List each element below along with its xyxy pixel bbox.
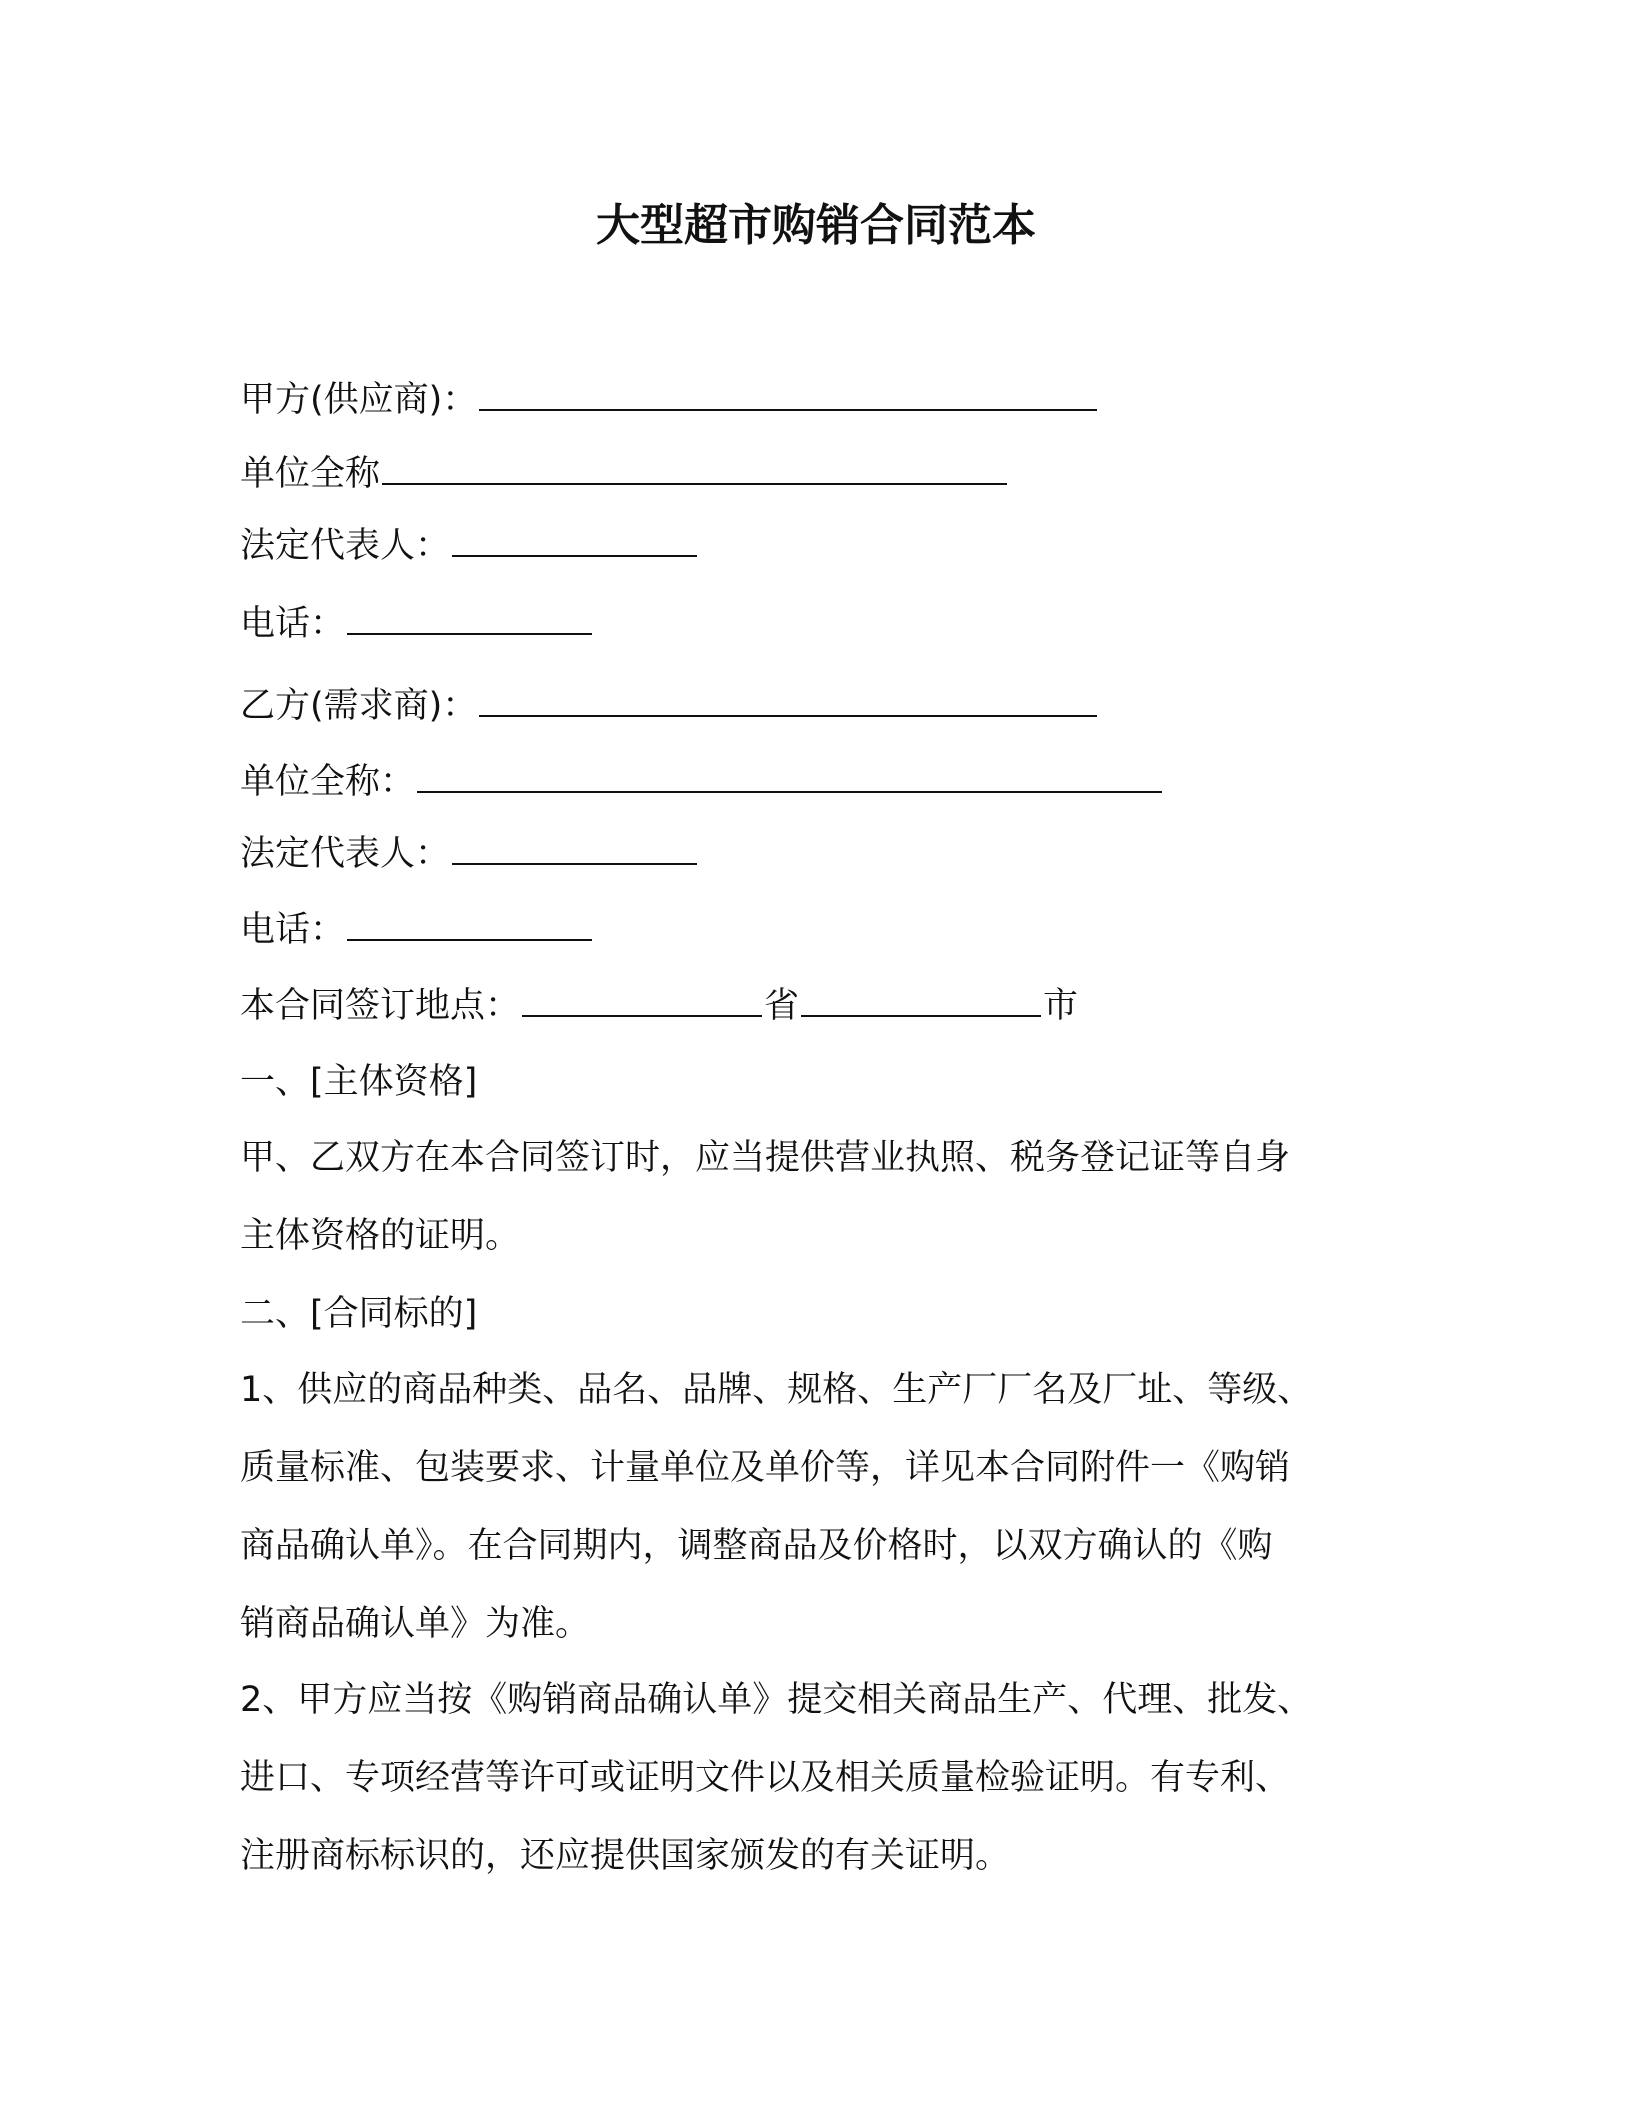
section-1-text-line: 主体资格的证明。: [240, 1216, 521, 1256]
party-a-blank[interactable]: [479, 379, 1097, 411]
party-a-phone-label: 电话：: [240, 604, 346, 644]
party-a-phone-line: [240, 600, 594, 648]
party-b-line: [240, 682, 1099, 730]
party-a-phone-blank[interactable]: [347, 603, 592, 635]
party-a-legal-rep-blank[interactable]: [452, 525, 697, 557]
section-2-p2-line: 进口、专项经营等许可或证明文件以及相关质量检验证明。有专利、: [240, 1758, 1291, 1798]
section-2-p1-line: 1、供应的商品种类、品名、品牌、规格、生产厂厂名及厂址、等级、: [240, 1370, 1313, 1410]
signing-province-label: 省: [764, 986, 800, 1026]
party-b-legal-rep-label: 法定代表人：: [240, 834, 451, 874]
party-a-legal-rep-label: 法定代表人：: [240, 526, 451, 566]
document-title: 大型超市购销合同范本: [596, 200, 1036, 251]
party-a-unit-line: [240, 450, 1009, 498]
party-b-phone-blank[interactable]: [347, 909, 592, 941]
section-2-p2-line: 2、甲方应当按《购销商品确认单》提交相关商品生产、代理、批发、: [240, 1680, 1313, 1720]
party-b-phone-label: 电话：: [240, 910, 346, 950]
party-a-unit-label: 单位全称: [240, 454, 381, 494]
party-a-unit-blank[interactable]: [382, 453, 1007, 485]
section-2-p1-line: 质量标准、包装要求、计量单位及单价等，详见本合同附件一《购销: [240, 1448, 1291, 1488]
party-b-unit-label: 单位全称：: [240, 762, 416, 802]
signing-city-blank[interactable]: [801, 985, 1041, 1017]
party-b-label: 乙方(需求商)：: [240, 686, 478, 726]
party-a-label: 甲方(供应商)：: [240, 380, 478, 420]
section-2-p1-line: 商品确认单》。在合同期内，调整商品及价格时，以双方确认的《购: [240, 1526, 1273, 1566]
party-b-unit-line: [240, 758, 1164, 806]
section-1-heading: 一、[主体资格]: [240, 1062, 478, 1102]
party-a-line: [240, 376, 1099, 424]
party-b-legal-rep-line: [240, 830, 699, 878]
section-1-text-line: 甲、乙双方在本合同签订时，应当提供营业执照、税务登记证等自身: [240, 1138, 1291, 1178]
signing-place-line: [240, 982, 1078, 1030]
party-b-blank[interactable]: [479, 685, 1097, 717]
section-2-p2-line: 注册商标标识的，还应提供国家颁发的有关证明。: [240, 1836, 1011, 1876]
signing-province-blank[interactable]: [522, 985, 762, 1017]
party-b-legal-rep-blank[interactable]: [452, 833, 697, 865]
party-a-legal-rep-line: [240, 522, 699, 570]
party-b-phone-line: [240, 906, 594, 954]
section-2-p1-line: 销商品确认单》为准。: [240, 1604, 591, 1644]
signing-place-label: 本合同签订地点：: [240, 986, 521, 1026]
party-b-unit-blank[interactable]: [417, 761, 1162, 793]
signing-city-label: 市: [1043, 986, 1079, 1026]
section-2-heading: 二、[合同标的]: [240, 1294, 478, 1334]
